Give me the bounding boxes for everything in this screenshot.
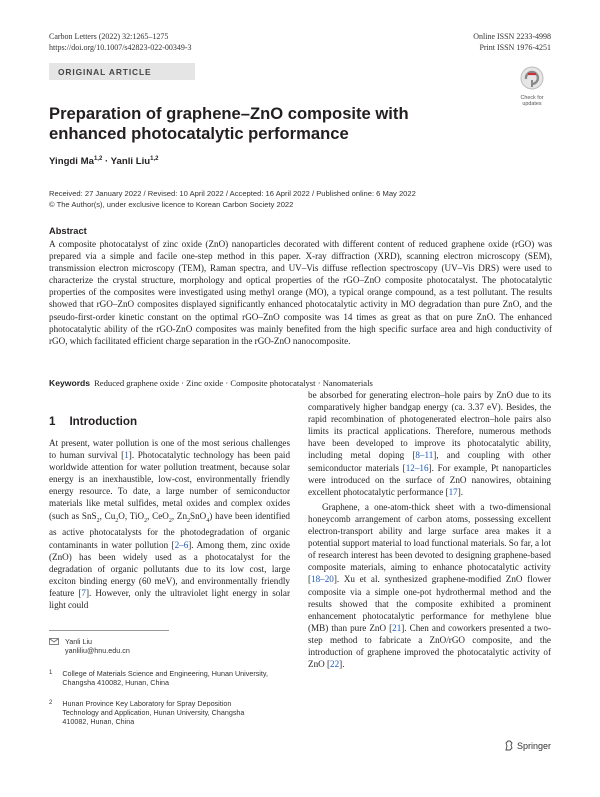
check-updates-line1: Check for — [520, 95, 544, 101]
footnote-rule — [49, 630, 169, 631]
affiliation-number: 1 — [49, 670, 53, 676]
keywords-label: Keywords — [49, 378, 91, 388]
section-title: Introduction — [69, 415, 138, 428]
author-list — [49, 156, 158, 167]
paragraph: Graphene, a one-atom-thick sheet with a two-dimensional honeycomb arrangement of carbon atoms, possessing excellent electron-transport ability and large surface area makes it a potential support material to load functional materials. So far, a lot of research interest has been devoted to designing graphene-based composite materials, aiming to enhance photocatalytic activity [18–20]. Xu et al. synthesized graphene-modified ZnO flower composite via a simple one-pot hydrothermal method and the results showed that the composite exhibited a prominent enhancement photocatalytic performance for methylene blue (MB) than pure ZnO [21]. Chen and coworkers presented a two-step method to fabricate a ZnO/rGO composite, and the introduction of graphene improved the photocatalytic activity of ZnO [22]. — [308, 501, 551, 670]
keywords-text: Reduced graphene oxide · Zinc oxide · Composite photocatalyst · Nanomaterials — [94, 378, 373, 388]
check-updates-line2: updates — [522, 101, 542, 107]
citation-link[interactable]: 1 — [124, 450, 129, 461]
abstract-text: A composite photocatalyst of zinc oxide (ZnO) nanoparticles decorated with different content of reduced graphene oxide (rGO) was prepared via a simple and facile one-step method in this paper. X-ray diffraction (XRD), scanning electron microscopy (SEM), transmission electron microscopy (TEM), Raman spectra, and UV–Vis diffuse reflection spectroscopy (UV–Vis DRS) were used to characterize the crystal structure, morphology and optical properties of the rGO–ZnO composite photocatalyst. The photocatalytic properties of the composites were investigated using methyl orange (MO), a typical orange compound, as a test pollutant. The results showed that rGO–ZnO composites displayed significantly enhanced photocatalytic activity in MO degradation than pure ZnO, and the pseudo-first-order kinetic constant on the optimal rGO–ZnO composite was 14 times as great as that on pure ZnO. The enhanced photocatalytic ability of the rGO-ZnO composites was mainly benefited from the high specific surface area and high conductivity of rGO, which facilitated efficient charge separation in the rGO-ZnO nanocomposite. — [49, 239, 552, 346]
article-type: ORIGINAL ARTICLE — [58, 67, 152, 77]
journal-header — [49, 32, 192, 53]
author-name[interactable]: Yanli Liu — [110, 156, 151, 168]
citation-link[interactable]: 17 — [448, 486, 458, 497]
corresponding-email[interactable]: yanliliu@hnu.edu.cn — [65, 646, 130, 656]
author-separator: · — [102, 156, 111, 168]
paragraph: At present, water pollution is one of the most serious challenges to human survival [1]. Photocatalytic technology has been paid worldwide attention for water pollution treatment, because solar energy is an inexhaustible, low-cost, environmentally friendly energy resource. To date, a large number of semiconductor materials like metal sulfides, metal oxides and complex oxides (such as SnS$_2$, $Cu_2O$, TiO$_2$, CeO$_2$, $Zn_2SnO_4$) have been identified as active photocatalysts for the photodegradation of organic contaminants in water pollution [2–6]. Among them, zinc oxide (ZnO) has been widely used as a photocatalyst for the degradation of organic pollutants due to its low cost, large exciton binding energy (60 meV), and environmentally friendly feature [7]. However, only the ultraviolet light energy in solar light could — [49, 438, 291, 611]
affiliation-2 — [49, 699, 269, 727]
citation-link[interactable]: 12–16 — [405, 462, 429, 473]
citation-link[interactable]: 2–6 — [174, 539, 189, 550]
copyright-line: © The Author(s), under exclusive licence to Korean Carbon Society 2022 — [49, 199, 294, 209]
citation-link[interactable]: 21 — [392, 622, 402, 633]
affiliation-number: 2 — [49, 700, 53, 706]
check-for-updates-icon — [520, 66, 544, 90]
intro-column-left — [49, 437, 290, 611]
publisher-logo — [504, 740, 551, 751]
article-title: Preparation of graphene–ZnO composite with enhanced photocatalytic performance — [49, 104, 409, 143]
issn-block — [473, 32, 551, 53]
section-heading — [49, 415, 137, 428]
citation-link[interactable]: 18–20 — [311, 574, 334, 585]
doi-link[interactable]: https://doi.org/10.1007/s42823-022-00349-3 — [49, 42, 192, 52]
affiliation-1 — [49, 669, 269, 687]
affiliation-text: Hunan Province Key Laboratory for Spray Deposition Technology and Application, Hunan University, Changsha 410082, Hunan, China — [62, 699, 245, 727]
corresponding-author — [49, 637, 289, 655]
author-affiliation-marker: 1,2 — [93, 156, 103, 162]
citation-link[interactable]: 22 — [330, 659, 340, 670]
article-type-banner — [49, 63, 195, 80]
citation-link[interactable]: 8–11 — [415, 450, 434, 461]
check-for-updates-badge[interactable] — [513, 66, 551, 107]
keywords — [49, 378, 552, 388]
paragraph: be absorbed for generating electron–hole pairs by ZnO due to its comparatively higher bandgap energy (ca. 3.37 eV). Besides, the rapid recombination of photogenerated electron–hole pairs also limits its practical applications. Therefore, numerous methods have been developed to improve its photocatalytic ability, including metal doping [8–11], and coupling with other semiconductor materials [12–16]. For example, Pt nanoparticles were introduced on the surface of ZnO nanowires, obtaining excellent photocatalytic performance [17]. — [308, 390, 551, 497]
publisher-name: Springer — [516, 740, 551, 751]
affiliation-text: College of Materials Science and Engineering, Hunan University, Changsha 410082, Hunan, China — [62, 669, 268, 688]
article-history — [49, 189, 416, 210]
author-name[interactable]: Yingdi Ma — [49, 156, 94, 168]
corresponding-name: Yanli Liu — [65, 637, 93, 646]
envelope-icon — [49, 638, 59, 645]
section-number: 1 — [49, 415, 56, 428]
author-affiliation-marker: 1,2 — [150, 156, 159, 162]
springer-horse-icon — [504, 740, 514, 751]
intro-column-right — [308, 389, 551, 670]
history-dates: Received: 27 January 2022 / Revised: 10 April 2022 / Accepted: 16 April 2022 / Published online: 6 May 2022 — [49, 189, 416, 198]
issn-print: Print ISSN 1976-4251 — [479, 42, 551, 52]
abstract-heading: Abstract — [49, 226, 87, 236]
journal-citation: Carbon Letters (2022) 32:1265–1275 — [49, 32, 169, 41]
citation-link[interactable]: 7 — [81, 587, 86, 598]
issn-online: Online ISSN 2233-4998 — [473, 32, 551, 41]
